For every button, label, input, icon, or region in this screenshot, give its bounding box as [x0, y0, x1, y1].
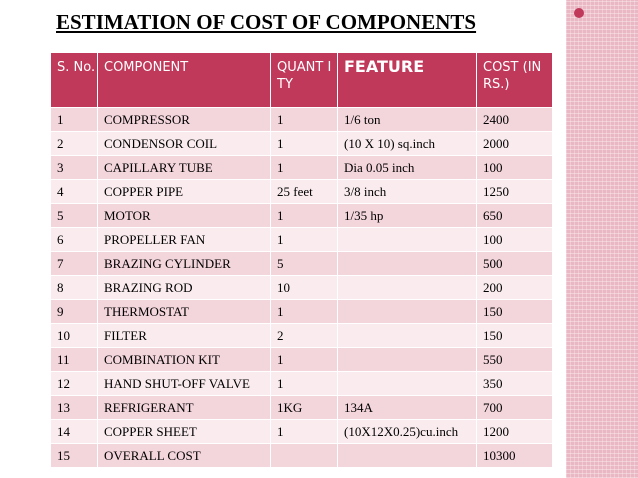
cell-cost: 350: [477, 372, 553, 396]
cell-component: BRAZING CYLINDER: [98, 252, 271, 276]
cell-feature: Dia 0.05 inch: [338, 156, 477, 180]
table-row: [51, 300, 553, 324]
cell-component: PROPELLER FAN: [98, 228, 271, 252]
cell-feature: [338, 372, 477, 396]
cell-quantity: 1: [271, 420, 338, 444]
header-quantity: QUANT ITY: [271, 53, 338, 108]
cell-sno: 9: [51, 300, 98, 324]
table-row: [51, 252, 553, 276]
cell-quantity: 1: [271, 348, 338, 372]
cell-component: COMPRESSOR: [98, 108, 271, 132]
cell-feature: [338, 276, 477, 300]
cell-component: HAND SHUT-OFF VALVE: [98, 372, 271, 396]
table-row: [51, 324, 553, 348]
cell-feature: [338, 300, 477, 324]
decorative-side-panel: [566, 0, 638, 478]
table-row: [51, 276, 553, 300]
table-row: [51, 156, 553, 180]
cell-feature: [338, 252, 477, 276]
cell-component: OVERALL COST: [98, 444, 271, 468]
table-row: [51, 348, 553, 372]
header-sno: S. No.: [51, 53, 98, 108]
cell-feature: 3/8 inch: [338, 180, 477, 204]
table-body: [51, 108, 553, 468]
cost-table: [50, 52, 553, 468]
cell-sno: 8: [51, 276, 98, 300]
cell-quantity: [271, 444, 338, 468]
cell-feature: 1/6 ton: [338, 108, 477, 132]
table-row: [51, 108, 553, 132]
cell-quantity: 2: [271, 324, 338, 348]
cell-quantity: 1: [271, 372, 338, 396]
table-row: [51, 372, 553, 396]
cell-sno: 11: [51, 348, 98, 372]
table-row: [51, 132, 553, 156]
table-row: [51, 420, 553, 444]
cell-quantity: 1: [271, 204, 338, 228]
cell-cost: 1250: [477, 180, 553, 204]
cell-cost: 2400: [477, 108, 553, 132]
cell-cost: 550: [477, 348, 553, 372]
cell-sno: 13: [51, 396, 98, 420]
cell-component: COPPER PIPE: [98, 180, 271, 204]
cell-cost: 100: [477, 156, 553, 180]
cell-sno: 10: [51, 324, 98, 348]
header-component: COMPONENT: [98, 53, 271, 108]
header-row: [51, 53, 553, 108]
cell-quantity: 10: [271, 276, 338, 300]
cell-sno: 2: [51, 132, 98, 156]
cell-component: THERMOSTAT: [98, 300, 271, 324]
cell-sno: 12: [51, 372, 98, 396]
cell-sno: 3: [51, 156, 98, 180]
cell-feature: 1/35 hp: [338, 204, 477, 228]
cell-component: REFRIGERANT: [98, 396, 271, 420]
cell-cost: 700: [477, 396, 553, 420]
cell-sno: 14: [51, 420, 98, 444]
cell-sno: 5: [51, 204, 98, 228]
table-row: [51, 228, 553, 252]
cell-component: COPPER SHEET: [98, 420, 271, 444]
cell-cost: 150: [477, 300, 553, 324]
cell-sno: 7: [51, 252, 98, 276]
cell-feature: [338, 348, 477, 372]
cell-sno: 4: [51, 180, 98, 204]
bullet-marker-icon: [574, 8, 584, 18]
cell-quantity: 1: [271, 228, 338, 252]
cell-component: FILTER: [98, 324, 271, 348]
cell-sno: 1: [51, 108, 98, 132]
cell-cost: 1200: [477, 420, 553, 444]
cell-feature: [338, 324, 477, 348]
cell-feature: (10X12X0.25)cu.inch: [338, 420, 477, 444]
cell-cost: 650: [477, 204, 553, 228]
cell-cost: 150: [477, 324, 553, 348]
cell-sno: 6: [51, 228, 98, 252]
cell-feature: [338, 228, 477, 252]
cell-quantity: 5: [271, 252, 338, 276]
table-row: [51, 396, 553, 420]
cell-quantity: 1KG: [271, 396, 338, 420]
cell-cost: 200: [477, 276, 553, 300]
cell-component: BRAZING ROD: [98, 276, 271, 300]
header-feature: FEATURE: [338, 53, 477, 108]
cell-quantity: 25 feet: [271, 180, 338, 204]
cell-cost: 2000: [477, 132, 553, 156]
cell-feature: 134A: [338, 396, 477, 420]
cell-feature: (10 X 10) sq.inch: [338, 132, 477, 156]
cell-cost: 100: [477, 228, 553, 252]
cell-quantity: 1: [271, 156, 338, 180]
header-cost: COST (IN RS.): [477, 53, 553, 108]
page-title: ESTIMATION OF COST OF COMPONENTS: [56, 10, 477, 34]
cell-sno: 15: [51, 444, 98, 468]
cell-feature: [338, 444, 477, 468]
cell-cost: 500: [477, 252, 553, 276]
cell-quantity: 1: [271, 132, 338, 156]
table-row: [51, 204, 553, 228]
table-row: [51, 444, 553, 468]
table-header: [51, 53, 553, 108]
cell-component: COMBINATION KIT: [98, 348, 271, 372]
cell-component: CONDENSOR COIL: [98, 132, 271, 156]
cell-quantity: 1: [271, 108, 338, 132]
cell-cost: 10300: [477, 444, 553, 468]
cell-component: MOTOR: [98, 204, 271, 228]
table-row: [51, 180, 553, 204]
cell-quantity: 1: [271, 300, 338, 324]
cell-component: CAPILLARY TUBE: [98, 156, 271, 180]
